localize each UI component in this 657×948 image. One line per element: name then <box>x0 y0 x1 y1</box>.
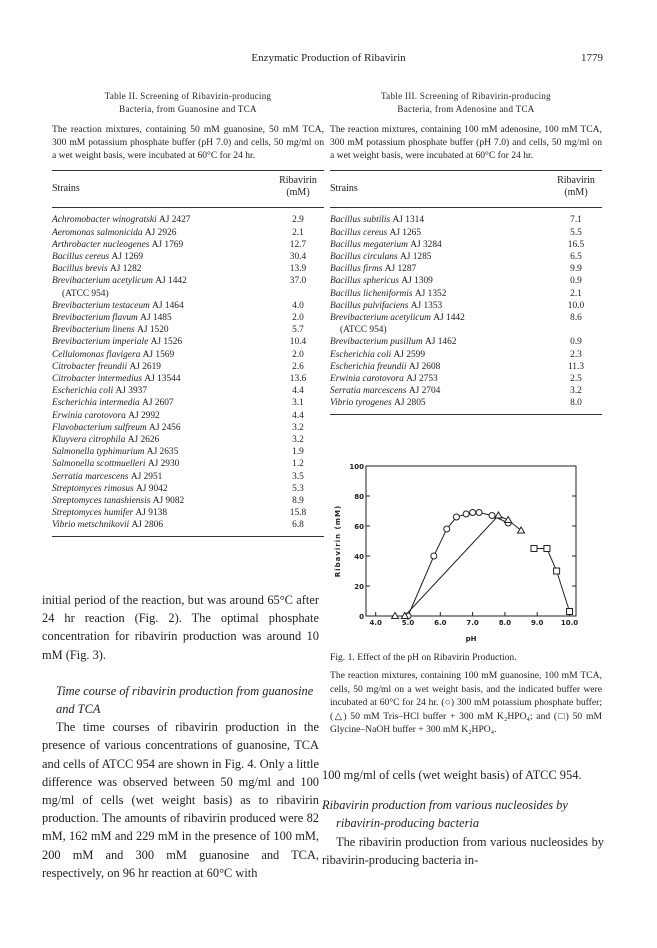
table-row <box>52 324 324 336</box>
ribavirin-value: 7.1 <box>570 215 582 226</box>
strain-name: Brevibacterium pusillum <box>330 337 423 348</box>
strain-code: AJ 13544 <box>144 374 181 385</box>
data-point-circle <box>470 510 476 516</box>
ribavirin-value: 3.2 <box>570 386 582 397</box>
strain-name: Bacillus subtilis <box>330 215 391 226</box>
y-tick-label: 100 <box>349 463 364 471</box>
ribavirin-value: 2.0 <box>292 349 304 360</box>
strain-code: AJ 1285 <box>399 252 432 263</box>
ribavirin-value: 2.0 <box>292 313 304 324</box>
series-line-circle <box>408 513 508 617</box>
paragraph: initial period of the reaction, but was around 65°C after 24 hr reaction (Fig. 2). The optimal phosphate concentration for ribavirin production was around 10 mM (Fig. 3). <box>42 593 319 662</box>
table-row <box>52 288 324 300</box>
strain-code: AJ 1520 <box>137 325 169 336</box>
strain-name: Serratia marcescens <box>330 386 407 397</box>
strain-name: Bacillus firms <box>330 264 383 275</box>
data-point-square <box>544 546 550 552</box>
strain-code: AJ 1282 <box>109 264 142 275</box>
strain-name: Flavobacterium sulfreum <box>52 422 147 433</box>
table-row <box>52 446 324 458</box>
ribavirin-value: 6.5 <box>570 252 582 263</box>
strain-code: AJ 1309 <box>401 276 433 287</box>
strain-name: Vibrio metschnikovii <box>52 520 130 531</box>
ribavirin-value: 2.1 <box>570 288 582 299</box>
data-point-circle <box>476 510 482 516</box>
ribavirin-value: 10.4 <box>289 337 307 348</box>
ribavirin-value: 9.9 <box>570 264 582 275</box>
table-3-caption: Table III. Screening of Ribavirin-producing Bacteria, from Adenosine and TCA <box>381 91 551 114</box>
strain-name: Streptomyces tanashiensis <box>52 496 151 507</box>
strain-code: AJ 2635 <box>146 447 179 458</box>
strain-code: AJ 2456 <box>149 422 181 433</box>
ribavirin-value: 13.6 <box>289 374 307 385</box>
strain-name: Escherichia coli <box>52 386 114 397</box>
strain-code: AJ 1352 <box>414 288 447 299</box>
data-point-square <box>554 568 560 574</box>
ribavirin-value: 2.3 <box>570 349 582 360</box>
table-row <box>52 336 324 348</box>
table-2-block <box>52 90 324 537</box>
x-tick-label: 6.0 <box>434 619 447 627</box>
data-point-circle <box>489 513 495 519</box>
ribavirin-value: 13.9 <box>289 264 307 275</box>
strain-name: Bacillus licheniformis <box>330 288 413 299</box>
table-row <box>330 324 602 336</box>
table-row <box>52 471 324 483</box>
strain-code: AJ 2805 <box>394 398 426 409</box>
figure-1-caption <box>330 651 602 736</box>
strain-code: AJ 9138 <box>135 508 168 519</box>
table-row <box>330 373 602 385</box>
strain-code: AJ 2806 <box>131 520 164 531</box>
table-row <box>330 336 602 348</box>
strain-name: Arthrobacter nucleogenes <box>52 239 150 250</box>
table-row <box>330 239 602 251</box>
plot-frame <box>366 466 576 616</box>
strain-name: Brevibacterium acetylicum <box>330 313 431 324</box>
ribavirin-value: 3.2 <box>292 435 304 446</box>
y-tick-label: 80 <box>354 493 364 501</box>
table-row <box>52 519 324 531</box>
page-number: 1779 <box>581 52 603 64</box>
strain-code: AJ 1464 <box>152 300 184 311</box>
strain-code: (ATCC 954) <box>62 288 109 299</box>
data-point-square <box>531 546 537 552</box>
strain-name: Salmonella scottmuelleri <box>52 459 146 470</box>
strain-name: Brevibacterium imperiale <box>52 337 149 348</box>
strain-code: AJ 2951 <box>130 471 163 482</box>
strain-code: AJ 1769 <box>151 239 184 250</box>
ribavirin-value: 15.8 <box>289 508 307 519</box>
strain-name: Bacillus sphericus <box>330 276 400 287</box>
table-row <box>52 495 324 507</box>
paragraph: The time courses of ribavirin production in the presence of various concentrations of guanosine, TCA and cells of ATCC 954 are shown in Fig. 4. Only a little difference was observed between 50 mg/ml and 100 mg/ml of cells (wet weight basis) as to ribavirin production. The amounts of ribavirin produced were 82 mM, 162 mM and 229 mM in the presence of 100 mM, 200 mM and 300 mM guanosine and TCA, respectively, on 96 hr reaction at 60°C with <box>42 720 319 880</box>
y-tick-label: 40 <box>354 553 364 561</box>
ribavirin-value: 10.0 <box>567 300 585 311</box>
strain-name: Streptomyces rimosus <box>52 483 134 494</box>
table-row <box>52 434 324 446</box>
table-row <box>330 251 602 263</box>
table-row <box>52 397 324 409</box>
strain-name: Bacillus cereus <box>52 252 110 263</box>
ribavirin-value: 12.7 <box>289 239 307 250</box>
table-row <box>330 300 602 312</box>
ribavirin-value: 3.5 <box>292 471 304 482</box>
ribavirin-value <box>550 324 602 336</box>
ribavirin-value: 3.2 <box>292 422 304 433</box>
table-2-caption: Table II. Screening of Ribavirin-producing Bacteria, from Guanosine and TCA <box>104 91 272 114</box>
strain-name: Citrobacter freundii <box>52 361 128 372</box>
ribavirin-value: 4.0 <box>292 300 304 311</box>
table-3-note: The reaction mixtures, containing 100 mM adenosine, 100 mM TCA, 300 mM potassium phosphate buffer (pH 7.0) and cells, 50 mg/ml on a wet weight basis, were incubated at 60°C for 24 hr. <box>330 124 602 161</box>
data-point-circle <box>431 553 437 559</box>
table-3: Strains Ribavirin (mM) Bacillus subtilis AJ 1314 7.1 Bacillus cereus AJ 1265 5.5 Bacillus megaterium AJ 3284 16.5 Bacillus circulans AJ 1285 6.5 Bacillus firms AJ 1287 9.9 Bacillus sphericus AJ 1309 0.9 Bacillus licheniformis AJ 1352 2.1 Bacillus pulvifaciens AJ 1353 10.0 Brevibacterium acetylicum AJ 1442 8.6 (ATCC 954) Brevibacterium pusillum AJ 1462 0.9 Escherichia coli AJ 2599 2.3 Escherichia freundii AJ 2608 11.3 Erwinia carotovora AJ 2753 2.5 Serratia marcescens AJ 2704 3.2 Vibrio tyrogenes AJ 2805 8.0 <box>330 171 602 415</box>
strain-name: Vibrio tyrogenes <box>330 398 392 409</box>
table-3-block <box>330 90 602 415</box>
x-tick-label: 5.0 <box>401 619 415 627</box>
table-row <box>330 288 602 300</box>
ribavirin-value: 5.7 <box>292 325 304 336</box>
strain-code: AJ 1353 <box>410 300 443 311</box>
ribavirin-value: 2.9 <box>292 215 304 226</box>
strain-code: AJ 1442 <box>433 313 465 324</box>
table-row <box>52 251 324 263</box>
left-column-text <box>42 591 319 882</box>
table-row <box>330 349 602 361</box>
strain-code: AJ 2427 <box>158 215 191 226</box>
table-row <box>330 263 602 275</box>
y-tick-label: 0 <box>359 613 364 621</box>
table-row <box>52 214 324 226</box>
table-2-note: The reaction mixtures, containing 50 mM guanosine, 50 mM TCA, 300 mM potassium phosphate buffer (pH 7.0) and cells, 50 mg/ml on a wet weight basis, were incubated at 60°C for 24 hr. <box>52 124 324 161</box>
table-2: Strains Ribavirin (mM) Achromobacter winogratski AJ 2427 2.9 Aeromonas salmonicida AJ 2926 2.1 Arthrobacter nucleogenes AJ 1769 12.7 Bacillus cereus AJ 1269 30.4 Bacillus brevis AJ 1282 13.9 Brevibacterium acetylicum AJ 1442 37.0 (ATCC 954) Brevibacterium testaceum AJ 1464 4.0 Brevibacterium flavum AJ 1485 2.0 Brevibacterium linens AJ 1520 5.7 Brevibacterium imperiale AJ 1526 10.4 Cellulomonas flavigera AJ 1569 2.0 Citrobacter freundii AJ 2619 2.6 Citrobacter intermedius AJ 13544 13.6 Escherichia coli AJ 3937 4.4 Escherichia intermedia AJ 2607 3.1 Erwinia carotovora AJ 2992 4.4 Flavobacterium sulfreum AJ 2456 3.2 Kluyvera citrophila AJ 2626 3.2 Salmonella typhimurium AJ 2635 1.9 Salmonella scottmuelleri AJ 2930 1.2 Serratia marcescens AJ 2951 3.5 Streptomyces rimosus AJ 9042 5.3 Streptomyces tanashiensis AJ 9082 8.9 Streptomyces humifer AJ 9138 15.8 Vibrio metschnikovii AJ 2806 6.8 <box>52 171 324 537</box>
data-point-triangle <box>495 512 502 518</box>
paragraph: The ribavirin production from various nucleosides by ribavirin-producing bacteria in- <box>322 834 604 867</box>
strain-name: Serratia marcescens <box>52 471 129 482</box>
strain-name: Salmonella typhimurium <box>52 447 145 458</box>
table-row <box>52 239 324 251</box>
ribavirin-value: 30.4 <box>289 252 307 263</box>
table-2-col-strains: Strains <box>52 183 80 194</box>
strain-code: AJ 1265 <box>389 227 422 238</box>
strain-name: Brevibacterium flavum <box>52 313 138 324</box>
table-row <box>52 507 324 519</box>
strain-code: AJ 2992 <box>128 410 160 421</box>
strain-name: Aeromonas salmonicida <box>52 227 143 238</box>
data-point-circle <box>444 526 450 532</box>
strain-code: AJ 1462 <box>424 337 457 348</box>
strain-code: AJ 9082 <box>152 496 185 507</box>
table-row <box>52 227 324 239</box>
ribavirin-value: 1.2 <box>292 459 304 470</box>
ribavirin-value: 5.3 <box>292 483 304 494</box>
ribavirin-value: 0.9 <box>570 276 582 287</box>
table-row <box>330 312 602 324</box>
strain-name: Bacillus pulvifaciens <box>330 300 409 311</box>
strain-name: Brevibacterium acetylicum <box>52 276 153 287</box>
table-row <box>52 410 324 422</box>
ribavirin-value: 5.5 <box>570 227 582 238</box>
strain-name: Escherichia coli <box>330 349 392 360</box>
strain-code: AJ 1314 <box>392 215 425 226</box>
strain-name: Streptomyces humifer <box>52 508 134 519</box>
x-tick-label: 8.0 <box>498 619 512 627</box>
figure-1-chart <box>330 452 602 648</box>
strain-code: AJ 3937 <box>115 386 148 397</box>
running-head: Enzymatic Production of Ribavirin <box>251 52 406 64</box>
ribavirin-value: 8.0 <box>570 398 582 409</box>
ribavirin-value: 4.4 <box>292 410 304 421</box>
strain-code: AJ 2753 <box>406 374 438 385</box>
strain-name: Brevibacterium linens <box>52 325 135 336</box>
table-row <box>52 385 324 397</box>
strain-code: (ATCC 954) <box>340 325 387 336</box>
strain-code: AJ 3284 <box>410 239 442 250</box>
figure-1-caption-title: Fig. 1. Effect of the pH on Ribavirin Production. <box>330 652 517 663</box>
ribavirin-value: 8.9 <box>292 496 304 507</box>
ribavirin-value: 2.1 <box>292 227 304 238</box>
strain-name: Bacillus megaterium <box>330 239 408 250</box>
strain-name: Citrobacter intermedius <box>52 374 143 385</box>
table-row <box>52 458 324 470</box>
ribavirin-value: 3.1 <box>292 398 304 409</box>
x-tick-label: 9.0 <box>531 619 544 627</box>
strain-code: AJ 1485 <box>140 313 172 324</box>
ribavirin-value <box>272 288 324 300</box>
table-row <box>52 263 324 275</box>
data-point-triangle <box>505 517 512 523</box>
x-tick-label: 7.0 <box>466 619 479 627</box>
strain-name: Bacillus brevis <box>52 264 108 275</box>
table-row <box>330 397 602 409</box>
strain-code: AJ 2599 <box>393 349 426 360</box>
strain-code: AJ 2608 <box>408 361 441 372</box>
strain-name: Erwinia carotovora <box>330 374 404 385</box>
x-axis-label: pH <box>465 635 477 643</box>
table-row <box>52 312 324 324</box>
strain-name: Erwinia carotovora <box>52 410 126 421</box>
right-column-text <box>322 766 604 869</box>
figure-1-caption-body: The reaction mixtures, containing 100 mM guanosine, 100 mM TCA, cells, 50 mg/ml on a wet weight basis, and the indicated buffer were incubated at 60°C for 24 hr. (○) 300 mM potassium phosphate buffer; (△) 50 mM Tris–HCl buffer + 300 mM K₂HPO₄; and (□) 50 mM Glycine–NaOH buffer + 300 mM K₂HPO₄. <box>330 670 602 736</box>
strain-code: AJ 2926 <box>144 227 177 238</box>
ribavirin-value: 1.9 <box>292 447 304 458</box>
strain-name: Brevibacterium testaceum <box>52 300 150 311</box>
data-point-square <box>567 609 573 615</box>
data-point-circle <box>463 511 469 517</box>
ribavirin-value: 11.3 <box>567 361 585 372</box>
table-2-col-value: Ribavirin <box>279 175 317 186</box>
ribavirin-value: 0.9 <box>570 337 582 348</box>
section-heading: Ribavirin production from various nucleosides by ribavirin-producing bacteria <box>322 798 568 831</box>
y-axis-label: Ribavirin (mM) <box>334 504 342 578</box>
ribavirin-value: 16.5 <box>567 239 585 250</box>
paragraph: 100 mg/ml of cells (wet weight basis) of ATCC 954. <box>322 768 582 782</box>
strain-name: Cellulomonas flavigera <box>52 349 141 360</box>
ribavirin-value: 6.8 <box>292 520 304 531</box>
table-row <box>52 275 324 287</box>
ribavirin-value: 37.0 <box>289 276 307 287</box>
table-row <box>330 214 602 226</box>
strain-code: AJ 1287 <box>384 264 417 275</box>
table-row <box>330 227 602 239</box>
ribavirin-value: 8.6 <box>570 313 582 324</box>
section-heading: Time course of ribavirin production from guanosine and TCA <box>56 683 314 717</box>
strain-code: AJ 2607 <box>142 398 174 409</box>
x-tick-label: 4.0 <box>369 619 382 627</box>
y-tick-label: 20 <box>354 583 364 591</box>
strain-name: Bacillus circulans <box>330 252 398 263</box>
strain-code: AJ 1442 <box>155 276 187 287</box>
table-row <box>52 483 324 495</box>
table-row <box>52 422 324 434</box>
strain-code: AJ 1569 <box>142 349 175 360</box>
strain-name: Escherichia intermedia <box>52 398 140 409</box>
table-row <box>52 300 324 312</box>
series-line-square <box>534 549 570 612</box>
x-tick-label: 10.0 <box>560 619 579 627</box>
strain-code: AJ 9042 <box>136 483 168 494</box>
strain-code: AJ 2930 <box>147 459 180 470</box>
table-row <box>330 385 602 397</box>
strain-name: Bacillus cereus <box>330 227 388 238</box>
strain-code: AJ 2704 <box>408 386 441 397</box>
table-row <box>330 361 602 373</box>
strain-code: AJ 1269 <box>111 252 144 263</box>
strain-name: Kluyvera citrophila <box>52 435 126 446</box>
y-tick-label: 60 <box>354 523 364 531</box>
ribavirin-value: 4.4 <box>292 386 304 397</box>
strain-code: AJ 1526 <box>150 337 183 348</box>
strain-name: Escherichia freundii <box>330 361 407 372</box>
strain-code: AJ 2619 <box>129 361 161 372</box>
table-3-col-strains: Strains <box>330 183 358 194</box>
data-point-circle <box>453 514 459 520</box>
table-row <box>52 361 324 373</box>
strain-code: AJ 2626 <box>127 435 160 446</box>
ribavirin-value: 2.5 <box>570 374 582 385</box>
ribavirin-value: 2.6 <box>292 361 304 372</box>
strain-name: Achromobacter winogratski <box>52 215 157 226</box>
table-row <box>330 275 602 287</box>
table-row <box>52 349 324 361</box>
table-3-col-value: Ribavirin <box>557 175 595 186</box>
table-row <box>52 373 324 385</box>
